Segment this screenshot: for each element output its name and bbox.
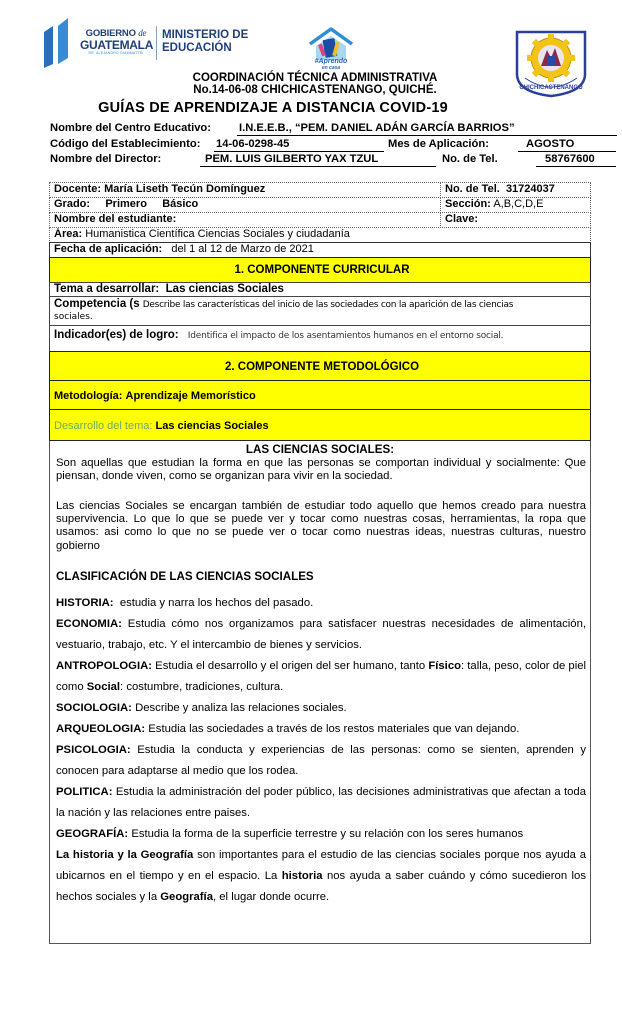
closing-bold-2: historia	[281, 870, 323, 882]
page-title	[0, 100, 622, 116]
en-casa-tag: en casa	[321, 65, 341, 71]
competencia-cell	[49, 296, 591, 326]
tema-label: Tema a desarrollar:	[54, 283, 160, 295]
seccion-value[interactable]: A,B,C,D,E	[493, 198, 544, 210]
list-item-geografia	[56, 824, 586, 845]
centro-value: I.N.E.E.B., “PEM. DANIEL ADÁN GARCÍA BARRIOS”	[237, 122, 617, 136]
director-label: Nombre del Director:	[50, 153, 162, 165]
mes-label: Mes de Aplicación:	[388, 138, 489, 150]
gobierno-text: GOBIERNO	[85, 28, 136, 39]
educacion-text: EDUCACIÓN	[162, 42, 232, 54]
arqueologia-def: Estudia las sociedades a través de los restos materiales que van dejando.	[145, 723, 520, 735]
docente-tel-cell	[440, 182, 591, 198]
tema-value: Las ciencias Sociales	[165, 283, 284, 295]
tema-cell	[49, 282, 591, 297]
geografia-def: Estudia la forma de la superficie terrestre y su relación con los seres humanos	[128, 828, 524, 840]
gobierno-de-text: de	[138, 28, 147, 38]
sociologia-term: SOCIOLOGIA:	[56, 702, 132, 714]
list-item-antropologia	[56, 656, 586, 698]
estudiante-cell[interactable]	[49, 212, 441, 228]
closing-paragraph	[56, 845, 586, 908]
gobierno-guatemala-logo	[42, 18, 257, 70]
area-value: Humanistica Científica Ciencias Sociales y ciudadanía	[85, 228, 350, 240]
guias-title: GUÍAS DE APRENDIZAJE A DISTANCIA COVID-19	[98, 100, 448, 116]
antropologia-def-1: Estudia el desarrollo y el origen del ser humano, tanto	[152, 660, 429, 672]
content-body	[49, 441, 591, 944]
logo-divider	[156, 26, 157, 60]
metodologia-label: Metodología:	[54, 390, 123, 402]
componente-curricular-heading	[49, 257, 591, 283]
mes-value: AGOSTO	[518, 138, 616, 152]
aprendo-en-casa-logo	[302, 26, 356, 72]
desarrollo-cell	[49, 409, 591, 441]
metodologia-cell	[49, 380, 591, 410]
historia-term: HISTORIA:	[56, 597, 114, 609]
list-item-historia	[56, 593, 586, 614]
closing-text-3: , el lugar donde ocurre.	[212, 891, 330, 903]
grado-cell	[49, 197, 441, 213]
fisico-term: Físico	[428, 660, 462, 672]
docente-label: Docente:	[54, 183, 102, 195]
closing-bold-1: La historia y la Geografía	[56, 849, 194, 861]
classification-list	[56, 593, 586, 908]
social-term: Social	[86, 681, 121, 693]
economia-term: ECONOMIA:	[56, 618, 122, 630]
president-text: DR. ALEJANDRO GIAMMATTEI	[88, 51, 144, 55]
politica-term: POLITICA:	[56, 786, 113, 798]
desarrollo-value: Las ciencias Sociales	[155, 420, 269, 432]
competencia-label: Competencia (s	[54, 298, 140, 310]
school-seal-text: CHICHICASTENANGO	[519, 85, 583, 91]
seccion-label: Sección:	[445, 198, 491, 210]
paragraph-definition: Son aquellas que estudian la forma en que las personas se comportan individual y socialmente: Que piensan, donde viven, como se organizan para vivir en la sociedad.	[56, 457, 586, 483]
fecha-label: Fecha de aplicación:	[54, 243, 163, 255]
list-item-sociologia	[56, 698, 586, 719]
grado-value: Primero Básico	[105, 198, 199, 210]
curricular-heading-text: 1. COMPONENTE CURRICULAR	[234, 264, 410, 276]
list-item-arqueologia	[56, 719, 586, 740]
clave-label: Clave:	[445, 213, 479, 225]
seccion-cell	[440, 197, 591, 213]
guatemala-bars-icon	[42, 18, 72, 68]
closing-text-2: nos ayuda a saber cuándo y cómo sucedieron los hechos sociales y la	[56, 870, 586, 903]
historia-def: estudia y narra los hechos del pasado.	[113, 597, 314, 609]
competencia-value: Describe las características del inicio de las sociedades con la aparición de las ciencias	[142, 300, 514, 310]
geografia-term: GEOGRAFÍA:	[56, 828, 129, 840]
metodologia-value: Aprendizaje Memorístico	[125, 390, 256, 402]
desarrollo-label: Desarrollo del tema:	[54, 420, 153, 432]
grado-label: Grado:	[54, 198, 91, 210]
indicador-value: Identifica el impacto de los asentamientos humanos en el entorno social.	[187, 331, 504, 341]
docente-value: María Liseth Tecún Domínguez	[104, 183, 266, 195]
house-book-icon	[304, 26, 358, 62]
centro-label: Nombre del Centro Educativo:	[50, 122, 211, 134]
docente-cell	[49, 182, 441, 198]
antropologia-def-3: : costumbre, tradiciones, cultura.	[120, 681, 284, 693]
competencia-value-cont: sociales.	[54, 312, 93, 322]
psicologia-def: Estudia la conducta y experiencias de las personas: como se sienten, aprenden y conocen para adaptarse al medio que los rodea.	[56, 744, 586, 777]
content-title: LAS CIENCIAS SOCIALES:	[245, 443, 395, 456]
list-item-psicologia	[56, 740, 586, 782]
metodologico-heading-text: 2. COMPONENTE METODOLÓGICO	[224, 361, 420, 373]
fecha-value: del 1 al 12 de Marzo de 2021	[171, 243, 314, 255]
componente-metodologico-heading	[49, 351, 591, 381]
closing-text-1: son importantes para el estudio de las ciencias sociales porque nos ayuda a ubicarnos en el tiempo y en el espacio. La	[56, 849, 586, 882]
list-item-economia	[56, 614, 586, 656]
economia-def: Estudia cómo nos organizamos para satisfacer nuestras necesidades de alimentación, vestuario, trabajo, etc. Y el intercambio de bienes y servicios.	[56, 618, 586, 651]
area-label: Área:	[54, 228, 83, 240]
docente-tel-value: 31724037	[505, 183, 555, 195]
clave-cell[interactable]	[440, 212, 591, 228]
politica-def: Estudia la administración del poder público, las decisiones administrativas que afectan a toda la nación y las relaciones entre paises.	[56, 786, 586, 819]
director-value: PEM. LUIS GILBERTO YAX TZUL	[200, 153, 436, 167]
sociologia-def: Describe y analiza las relaciones sociales.	[131, 702, 347, 714]
antropologia-def-2: : talla, peso, color de piel como	[56, 660, 586, 693]
antropologia-term: ANTROPOLOGIA:	[56, 660, 153, 672]
indicador-cell	[49, 325, 591, 352]
ministerio-text: MINISTERIO DE	[162, 29, 249, 41]
clasificacion-heading: CLASIFICACIÓN DE LAS CIENCIAS SOCIALES	[56, 570, 314, 583]
list-item-politica	[56, 782, 586, 824]
codigo-value: 14-06-0298-45	[214, 138, 384, 152]
estudiante-label: Nombre del estudiante:	[54, 213, 177, 225]
coordinacion-subtitle: No.14-06-08 CHICHICASTENANGO, QUICHÉ.	[193, 84, 437, 96]
director-tel-value: 58767600	[536, 153, 616, 167]
director-tel-label: No. de Tel.	[442, 153, 498, 165]
guatemala-text: GUATEMALA	[80, 38, 154, 52]
fecha-cell	[49, 242, 591, 258]
closing-bold-3: Geografía	[160, 891, 213, 903]
indicador-label: Indicador(es) de logro:	[54, 329, 179, 341]
paragraph-scope: Las ciencias Sociales se encargan también de estudiar todo aquello que hemos creado para nuestra supervivencia. Lo que lo que se puede ver y tocar como nuestras cosas, herramientas, la ropa que usamos: asi como lo que no se puede ver o tocar como nuestras ideas, nuestras culturas, nuestro gobierno	[56, 500, 586, 552]
psicologia-term: PSICOLOGIA:	[56, 744, 131, 756]
codigo-label: Código del Establecimiento:	[50, 138, 201, 150]
arqueologia-term: ARQUEOLOGIA:	[56, 723, 146, 735]
docente-tel-label: No. de Tel.	[445, 183, 500, 195]
area-cell	[49, 227, 591, 243]
coordinacion-title: COORDINACIÓN TÉCNICA ADMINISTRATIVA	[192, 72, 438, 84]
aprendo-tag: #Aprendo	[314, 58, 348, 65]
